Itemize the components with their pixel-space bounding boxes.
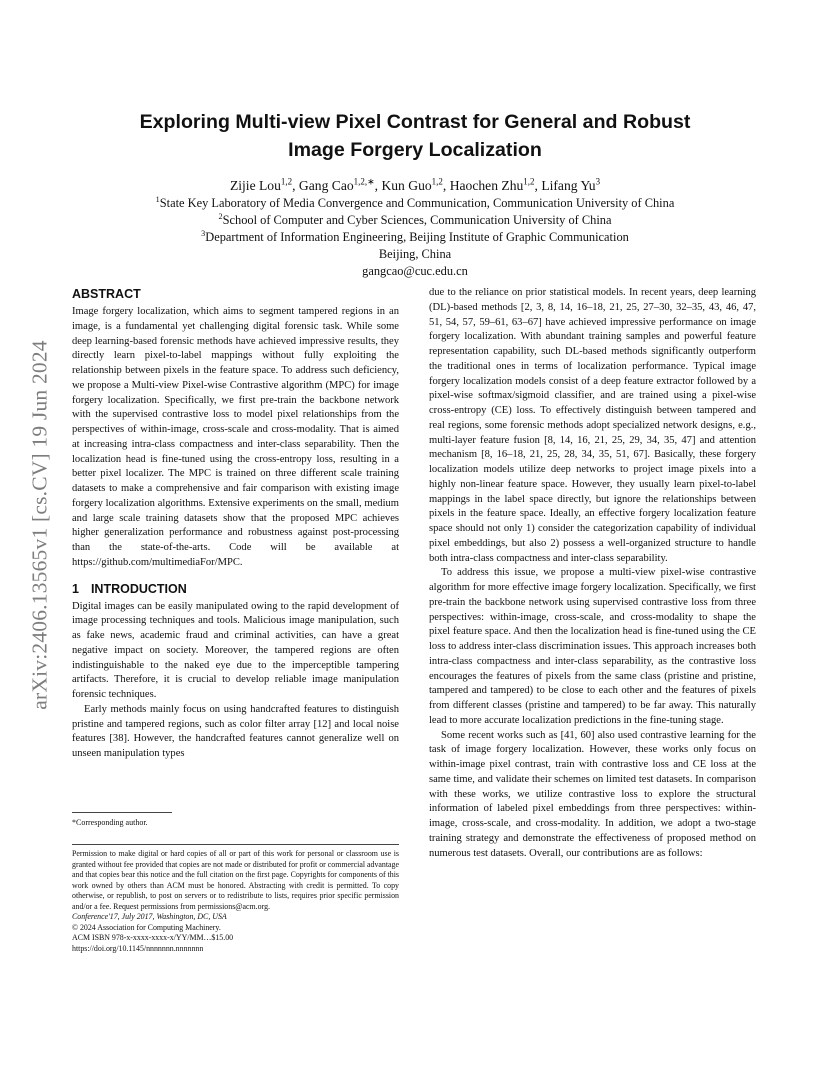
intro-paragraph-2: Early methods mainly focus on using handcrafted features to distinguish pristine and tampered regions, such as color filter array [12] and local noise features [38]. However, the handcrafted features cannot generalize well on unseen manipulation types (72, 703, 399, 759)
intro-paragraph-1: Digital images can be easily manipulated owing to the rapid development of image processing techniques and tools. Malicious image manipulation, such as fake news, academic fraud and criminal activities, can have a great negative impact on society. Moreover, the tampered regions are often indistinguishable to the naked eye due to the imperceptible tampering artifacts. Therefore, it is crucial to develop reliable image manipulation forensic techniques. (72, 600, 399, 700)
title-line-2: Image Forgery Localization (288, 139, 542, 161)
footnote-area (72, 812, 399, 954)
right-column (429, 286, 756, 861)
intro-paragraph-3: To address this issue, we propose a multi-view pixel-wise contrastive algorithm for more effective image forgery localization. Specifically, we first pre-train the backbone network using supervised contrastive loss from three perspectives: within-image, cross-scale, and cross-modality to shape the pixel feature space. And then the localization head is fine-tuned using the CE loss to address inter-class discrimination issues. This approach increases both intra-class compactness and inter-class separability, as the contrastive loss encourages the features of pixels from the same class (pristine and pristine, tampered and tampered) to be close to each other and the features of pixels from different classes (pristine and tampered) to be far away. This naturally lead to more accurate localization predictions in the fine-tuning stage. (429, 567, 756, 726)
copyright-notice: © 2024 Association for Computing Machinery. (72, 922, 221, 932)
conference-info: Conference'17, July 2017, Washington, DC, USA (72, 912, 227, 922)
footnote-rule (72, 812, 172, 813)
author: Lifang Yu$^3$ (541, 176, 601, 193)
abstract-heading: ABSTRACT (72, 287, 141, 301)
author: Gang Cao$^{1,2,∗}$, (298, 176, 382, 193)
paper-header (72, 108, 758, 280)
affiliation: $^1$State Key Laboratory of Media Convergence and Communication, Communication University of China (155, 194, 675, 210)
permission-notice: Permission to make digital or hard copies of all or part of this work for personal or classroom use is granted without fee provided that copies are not made or distributed for profit or commercial advantage and that copies bear this notice and the full citation on the first page. Copyrights for components of this work owned by others than ACM must be honored. Abstracting with credit is permitted. To copy otherwise, or republish, to post on servers or to redistribute to lists, requires prior specific permission and/or a fee. Request permissions from permissions@acm.org. (72, 849, 399, 911)
left-column (72, 286, 399, 762)
affiliation-city: Beijing, China (378, 247, 452, 261)
permission-rule (72, 844, 399, 845)
doi-link[interactable]: https://doi.org/10.1145/nnnnnnn.nnnnnnn (72, 943, 204, 953)
contact-email: gangcao@cuc.edu.cn (362, 264, 468, 278)
arxiv-stamp-text: arXiv:2406.13565v1 [cs.CV] 19 Jun 2024 (27, 340, 52, 710)
affiliation: $^2$School of Computer and Cyber Sciences, Communication University of China (218, 211, 612, 227)
title-line-1: Exploring Multi-view Pixel Contrast for General and Robust (139, 111, 691, 133)
intro-paragraph-4: Some recent works such as [41, 60] also used contrastive learning for the task of image forgery localization. However, these works only focus on within-image pixel contrast, train with contrastive loss and CE loss at the same time, and validate their schemes on limited test datasets. In comparison with these works, we utilize contrastive loss to explore the structural information of labeled pixel embeddings from three perspectives: within-image, cross-scale, and cross-modality. In addition, we adopt a two-stage training strategy and demonstrate the effectiveness of proposed method on numerous test datasets. Overall, our contributions are as follows: (429, 729, 756, 859)
intro-paragraph-2-continued: due to the reliance on prior statistical models. In recent years, deep learning (DL)-based methods [2, 3, 8, 14, 16–18, 21, 25, 27–30, 32–35, 43, 46, 47, 51, 54, 57, 59–61, 63–67] have achieved impressive performance on image forgery localization. With abundant training samples and powerful feature representation capability, such DL-based methods significantly outperform the traditional ones in terms of localization performance. Typical image forgery localization models consist of a deep feature extractor followed by a pixel-wise softmax/sigmoid classifier, and are trained using a pixel-wise cross-entropy (CE) loss. To effectively distinguish between tampered and real regions, some forensic methods adopt specialized network designs, e.g., multi-layer feature fusion [8, 14, 16, 21, 25, 29, 34, 35, 47] and attention mechanism [8, 16–18, 21, 25, 28, 34, 35, 51, 67]. Basically, these forgery localization models utilize deep networks to project image pixels into a highly non-linear feature space. However, they usually learn pixel-to-label mappings in the label space directly, but ignore the relationships between pixels in the feature space. Ideally, an effective forgery localization feature space should not only 1) consider the categorization capability of individual pixel embeddings, but also 2) possess a well-organized structure to handle both intra-class compactness and inter-class separability. (429, 287, 756, 564)
affiliation: $^3$Department of Information Engineering, Beijing Institute of Graphic Communication (201, 228, 629, 244)
author: Haochen Zhu$^{1,2}$, (449, 176, 542, 193)
paper-title (72, 108, 758, 164)
author-list (72, 177, 758, 195)
abstract-text: Image forgery localization, which aims to segment tampered regions in an image, is a fundamental yet challenging digital forensic task. While some deep learning-based forensic methods have achieved impressive results, they directly learn pixel-to-label mappings without fully exploiting the relationship between pixels in the feature space. To address such deficiency, we propose a Multi-view Pixel-wise Contrastive algorithm (MPC) for image forgery localization. Specifically, we first pre-train the backbone network with the supervised contrastive loss to model pixel relationships from the perspectives of within-image, cross-scale and cross-modality. That is aimed at increasing intra-class compactness and inter-class separability. Then the localization head is fine-tuned using the cross-entropy loss, resulting in a better pixel localizer. The MPC is trained on three different scale training datasets to make a comprehensive and fair comparison with existing image forgery localization algorithms. Extensive experiments on the small, medium and large scale training datasets show that the proposed MPC achieves higher generalization performance and robustness against post-processing than the state-of-the-arts. Code will be available at https://github.com/multimediaFor/MPC. (72, 306, 399, 568)
intro-heading: 1 INTRODUCTION (72, 581, 187, 596)
footnote-corresponding-author: *Corresponding author. (72, 818, 148, 827)
isbn: ACM ISBN 978-x-xxxx-xxxx-x/YY/MM…$15.00 (72, 933, 234, 943)
author: Zijie Lou$^{1,2}$, (229, 176, 299, 193)
author: Kun Guo$^{1,2}$, (381, 176, 450, 193)
arxiv-stamp (24, 290, 56, 760)
